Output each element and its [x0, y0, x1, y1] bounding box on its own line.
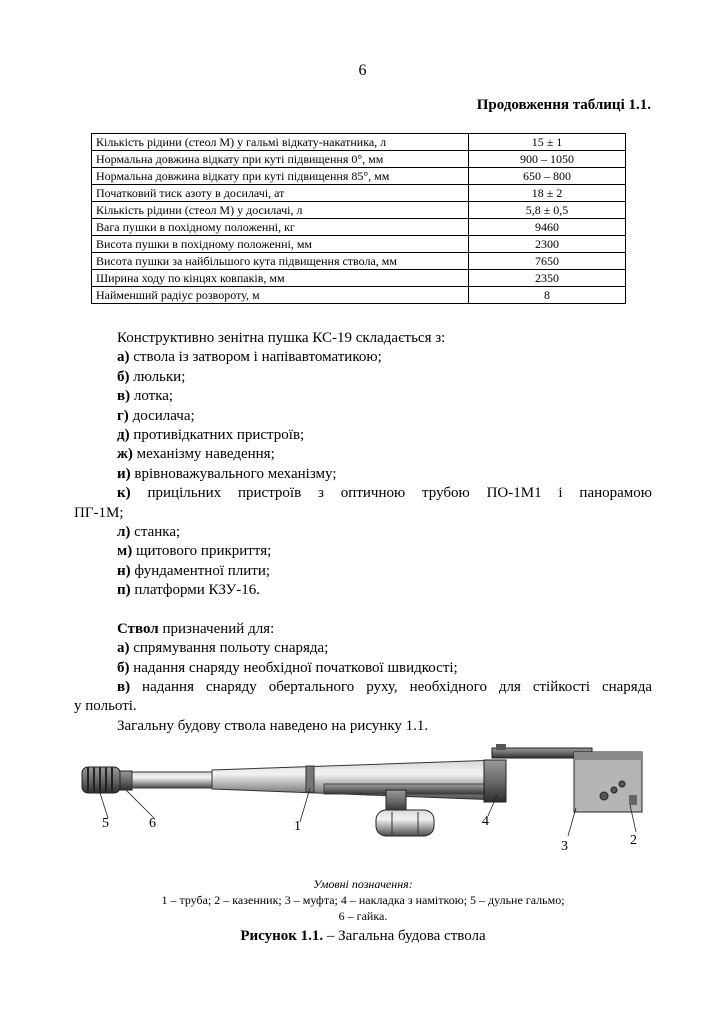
page-number: 6	[358, 62, 367, 79]
figure-label-5: 5	[102, 816, 109, 831]
list-marker: в)	[117, 678, 131, 695]
list-text: платформи КЗУ-16.	[134, 582, 261, 599]
table-row	[92, 185, 626, 202]
list-marker: и)	[117, 465, 131, 482]
legend-title: Умовні позначення:	[313, 877, 413, 891]
list-marker: г)	[117, 407, 129, 424]
list-text: фундаментної плити;	[134, 562, 271, 579]
figure-label-4: 4	[482, 814, 489, 829]
list-marker: б)	[117, 659, 130, 676]
table-row	[92, 236, 626, 253]
component-item	[74, 484, 652, 503]
param-value: 18 ± 2	[469, 185, 626, 202]
components-list	[74, 348, 652, 600]
component-item	[74, 407, 652, 426]
list-marker: м)	[117, 543, 133, 560]
list-item-continuation: у польоті.	[74, 698, 137, 715]
component-item	[74, 581, 652, 600]
list-text: надання снаряду необхідної початкової швидкості;	[133, 659, 458, 676]
list-marker: п)	[117, 582, 131, 599]
param-name: Кількість рідини (стеол М) у гальмі відкату-накатника, л	[92, 134, 469, 151]
figure-label-2: 2	[630, 833, 637, 848]
list-text: досилача;	[132, 407, 195, 424]
component-item	[74, 368, 652, 387]
component-item	[74, 348, 652, 367]
nut	[120, 771, 132, 790]
param-value: 9460	[469, 219, 626, 236]
component-item	[74, 523, 652, 542]
barrel-intro-text: призначений для:	[162, 620, 275, 637]
param-name: Найменший радіус розвороту, м	[92, 287, 469, 304]
param-name: Висота пушки в похідному положенні, мм	[92, 236, 469, 253]
list-marker: д)	[117, 427, 130, 444]
figure-label-6: 6	[149, 816, 156, 831]
components-intro: Конструктивно зенітна пушка КС-19 складається з:	[117, 330, 446, 346]
param-value: 900 – 1050	[469, 151, 626, 168]
param-value: 15 ± 1	[469, 134, 626, 151]
legend-line-2: 6 – гайка.	[338, 909, 388, 923]
list-item-continuation: ПГ-1М;	[74, 504, 124, 521]
barrel-figure	[74, 740, 662, 865]
param-name: Висота пушки за найбільшого кута підвищення ствола, мм	[92, 253, 469, 270]
list-text: щитового прикриття;	[135, 543, 272, 560]
table-row	[92, 151, 626, 168]
table-row	[92, 270, 626, 287]
list-marker: а)	[117, 640, 130, 657]
component-item	[74, 426, 652, 445]
body-text	[74, 329, 652, 736]
table-row	[92, 253, 626, 270]
param-name: Вага пушки в похідному положенні, кг	[92, 219, 469, 236]
list-text: ствола із затвором і напівавтоматикою;	[133, 349, 382, 366]
figure-legend	[74, 876, 652, 924]
purpose-item	[74, 678, 652, 697]
list-text: механізму наведення;	[136, 446, 275, 463]
muzzle-brake	[82, 767, 120, 793]
figure-caption	[74, 928, 652, 945]
purpose-item	[74, 639, 652, 658]
barrel-front	[132, 772, 212, 788]
component-item	[74, 445, 652, 464]
param-name: Кількість рідини (стеол М) у досилачі, л	[92, 202, 469, 219]
list-marker: б)	[117, 368, 130, 385]
list-text: люльки;	[133, 368, 186, 385]
table-caption: Продовження таблиці 1.1.	[476, 97, 651, 113]
param-value: 7650	[469, 253, 626, 270]
table-row	[92, 287, 626, 304]
param-value: 2300	[469, 236, 626, 253]
param-value: 650 – 800	[469, 168, 626, 185]
legend-line-1: 1 – труба; 2 – казенник; 3 – муфта; 4 – накладка з наміткою; 5 – дульне гальмо;	[161, 893, 565, 907]
param-value: 5,8 ± 0,5	[469, 202, 626, 219]
figure-label-1: 1	[294, 819, 301, 834]
barrel-intro	[74, 620, 652, 639]
list-text: спрямування польоту снаряда;	[133, 640, 329, 657]
figure-label-3: 3	[561, 839, 568, 854]
list-text: станка;	[134, 524, 181, 541]
list-marker: в)	[117, 388, 131, 405]
figure-caption-label: Рисунок 1.1.	[240, 928, 324, 944]
figure-caption-text: – Загальна будова ствола	[323, 928, 486, 944]
list-text: противідкатних пристроїв;	[133, 427, 305, 444]
table-row	[92, 219, 626, 236]
figure-reference: Загальну будову ствола наведено на рисунку 1.1.	[117, 717, 429, 734]
table-row	[92, 202, 626, 219]
list-text: надання снаряду обертального руху, необхідного для стійкості снаряда	[142, 678, 652, 695]
list-marker: ж)	[117, 446, 133, 463]
param-name: Початковий тиск азоту в досилачі, ат	[92, 185, 469, 202]
list-marker: л)	[117, 524, 131, 541]
param-name: Нормальна довжина відкату при куті підвищення 85°, мм	[92, 168, 469, 185]
table-row	[92, 168, 626, 185]
overlay-with-mark	[484, 760, 506, 802]
component-item	[74, 542, 652, 561]
parameters-table	[91, 133, 626, 304]
param-value: 2350	[469, 270, 626, 287]
list-text: врівноважувального механізму;	[134, 465, 337, 482]
breech	[492, 744, 642, 812]
barrel-term: Ствол	[117, 620, 159, 637]
component-item	[74, 465, 652, 484]
barrel-drawing	[74, 740, 662, 865]
purpose-item	[74, 659, 652, 678]
barrel-purposes-list	[74, 639, 652, 717]
component-item	[74, 387, 652, 406]
list-marker: к)	[117, 485, 131, 502]
param-name: Нормальна довжина відкату при куті підвищення 0°, мм	[92, 151, 469, 168]
list-marker: н)	[117, 562, 131, 579]
list-text: прицільних пристроїв з оптичною трубою ПО-1М1 і панорамою	[147, 485, 653, 502]
param-value: 8	[469, 287, 626, 304]
list-marker: а)	[117, 349, 130, 366]
param-name: Ширина ходу по кінцях ковпаків, мм	[92, 270, 469, 287]
table-row	[92, 134, 626, 151]
component-item	[74, 562, 652, 581]
list-text: лотка;	[133, 388, 174, 405]
